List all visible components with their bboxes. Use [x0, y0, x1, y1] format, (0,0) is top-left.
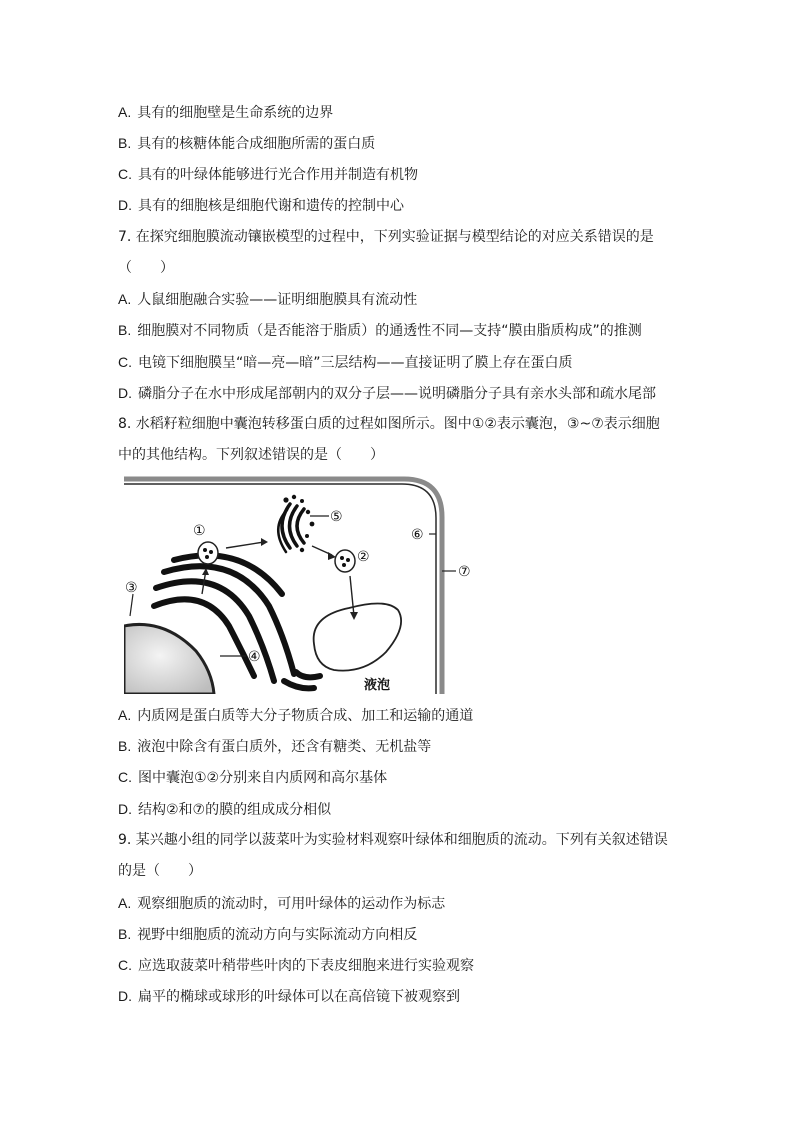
label-4: ④: [248, 649, 261, 665]
golgi-apparatus: [278, 504, 304, 552]
q9-option-b: B. 视野中细胞质的流动方向与实际流动方向相反: [118, 926, 418, 943]
label-1: ①: [193, 523, 206, 539]
q8-option-d: D. 结构②和⑦的膜的组成成分相似: [118, 801, 332, 818]
q9-option-a: A. 观察细胞质的流动时，可用叶绿体的运动作为标志: [118, 895, 446, 912]
label-vacuole: 液泡: [364, 678, 391, 693]
q6-option-d: D. 具有的细胞核是细胞代谢和遗传的控制中心: [118, 197, 404, 214]
label-2: ②: [357, 549, 370, 565]
q8-option-a: A. 内质网是蛋白质等大分子物质合成、加工和运输的通道: [118, 707, 474, 724]
label-5: ⑤: [330, 509, 343, 525]
q8-stem-cont: 中的其他结构。下列叙述错误的是（ ）: [118, 447, 384, 463]
q9-stem: 9. 某兴趣小组的同学以菠菜叶为实验材料观察叶绿体和细胞质的流动。下列有关叙述错误: [118, 832, 668, 848]
vacuole: [314, 603, 401, 670]
q6-option-b: B. 具有的核糖体能合成细胞所需的蛋白质: [118, 135, 376, 152]
q9-stem-cont: 的是（ ）: [118, 863, 202, 879]
q6-option-c: C. 具有的叶绿体能够进行光合作用并制造有机物: [118, 166, 418, 183]
label-7: ⑦: [458, 564, 471, 580]
q7-option-d: D. 磷脂分子在水中形成尾部朝内的双分子层——说明磷脂分子具有亲水头部和疏水尾部: [118, 385, 656, 402]
q8-option-c: C. 图中囊泡①②分别来自内质网和高尔基体: [118, 769, 388, 786]
q7-option-b: B. 细胞膜对不同物质（是否能溶于脂质）的通透性不同—支持“膜由脂质构成”的推测: [118, 322, 642, 339]
q9-option-c: C. 应选取菠菜叶稍带些叶肉的下表皮细胞来进行实验观察: [118, 957, 474, 974]
q7-stem-cont: （ ）: [118, 260, 174, 276]
q7-option-a: A. 人鼠细胞融合实验——证明细胞膜具有流动性: [118, 291, 418, 308]
cell-diagram: [124, 476, 484, 694]
q8-stem: 8. 水稻籽粒细胞中囊泡转移蛋白质的过程如图所示。图中①②表示囊泡，③~⑦表示细胞: [118, 416, 660, 432]
label-3: ③: [125, 580, 138, 596]
vesicle-1: [198, 542, 218, 564]
q8-option-b: B. 液泡中除含有蛋白质外，还含有糖类、无机盐等: [118, 738, 432, 755]
q6-option-a: A. 具有的细胞壁是生命系统的边界: [118, 104, 334, 121]
vesicle-2: [335, 550, 355, 572]
arrows: [202, 542, 354, 616]
q9-option-d: D. 扁平的椭球或球形的叶绿体可以在高倍镜下被观察到: [118, 988, 460, 1005]
q7-stem: 7. 在探究细胞膜流动镶嵌模型的过程中，下列实验证据与模型结论的对应关系错误的是: [118, 229, 654, 245]
label-6: ⑥: [411, 527, 424, 543]
nucleus: [124, 624, 214, 694]
q7-option-c: C. 电镜下细胞膜呈“暗—亮—暗”三层结构——直接证明了膜上存在蛋白质: [118, 354, 573, 371]
